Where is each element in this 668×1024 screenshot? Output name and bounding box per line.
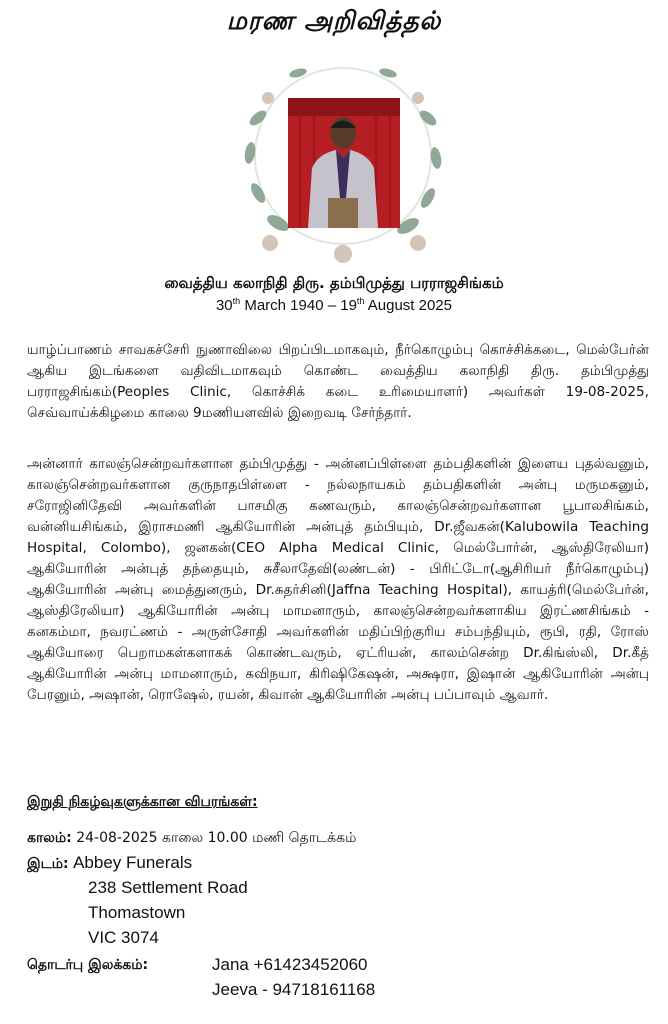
memorial-portrait-image (228, 58, 458, 268)
obituary-paragraph-2: அன்னார் காலஞ்சென்றவர்களான தம்பிமுத்து - அன்னப்பிள்ளை தம்பதிகளின் இளைய புதல்வனும், காலஞ்சென்றவர்களான குருநாதபிள்ளை - நல்லநாயகம் தம்பதிகளின் அன்பு மருமகனும், சரோஜினிதேவி அவர்களின் பாசமிகு கணவரும், காலஞ்சென்றவர்களான பூபாலசிங்கம், வன்னியசிங்கம், இராசமணி ஆகியோரின் அன்புத் தம்பியும், Dr.ஜீவகன்(Kalubowila Teaching Hospital, Colombo), ஜனகன்(CEO Alpha Medical Clinic, மெல்போர்ன், ஆஸ்திரேலியா) ஆகியோரின் அன்புத் தந்தையும், சுசீலாதேவி(லண்டன்) - பிரிட்டோ(ஆசிரியர் நீர்கொழும்பு) ஆகியோரின் அன்பு மைத்துனரும், Dr.சுதர்சினி(Jaffna Teaching Hospital), காயத்ரி(மெல்பேர்ன், ஆஸ்திரேலியா) ஆகியோரின் அன்பு மாமனாரும், காலஞ்சென்றவர்களாகிய இரட்ணசிங்கம் - கனகம்மா, நவரட்ணம் - அருள்சோதி அவர்களின் மதிப்பிற்குரிய சம்பந்தியும், ரூபி, ரதி, ரோஸ் ஆகியோரை பெறாமகள்களாகக் கொண்டவரும், ஏட்ரியன், காலம்சென்ற Dr.கிங்ஸ்லி, Dr.கீத் ஆகியோரின் அன்பு மாமனாரும், கவிநயா, கிரிஷிகேஷன், அக்ஷரா, இஷான் ஆகியோரின் அன்பு பேரனும், அஷான், ரொஷேல், ரயன், கிவான் ஆகியோரின் அன்பு பப்பாவும் ஆவார். (27, 456, 649, 703)
funeral-details-heading: இறுதி நிகழ்வுகளுக்கான விபரங்கள்: (27, 794, 258, 810)
contact-number-1: Jana +61423452060 (212, 955, 368, 974)
birth-day: 30 (215, 297, 233, 314)
address-line-3: VIC 3074 (88, 928, 159, 947)
death-rest: August 2025 (364, 297, 453, 314)
portrait-with-wreath (228, 58, 458, 268)
time-value: 24-08-2025 காலை 10.00 மணி தொடக்கம் (76, 830, 357, 846)
obituary-paragraph-1: யாழ்ப்பாணம் சாவகச்சேரி நுணாவிலை பிறப்பிடமாகவும், நீர்கொழும்பு கொச்சிக்கடை, மெல்பேர்ன் ஆகிய இடங்களை வதிவிடமாகவும் கொண்ட வைத்திய கலாநிதி திரு. தம்பிமுத்து பரராஜசிங்கம்(Peoples Clinic, கொச்சிக் கடை உரிமையாளர்) அவர்கள் 19-08-2025, செவ்வாய்க்கிழமை காலை 9மணியளவில் இறைவடி சேர்ந்தார். (27, 342, 649, 421)
birth-rest: March 1940 – (240, 297, 341, 314)
deceased-name: வைத்திய கலாநிதி திரு. தம்பிமுத்து பரராஜசிங்கம் (164, 274, 504, 292)
contact-label: தொடர்பு இலக்கம்: (27, 957, 149, 973)
place-name: Abbey Funerals (73, 853, 193, 872)
funeral-place-row (27, 853, 192, 874)
address-line-1: 238 Settlement Road (88, 878, 248, 897)
address-line-2: Thomastown (88, 903, 186, 922)
life-dates (0, 296, 668, 314)
death-suffix: th (356, 296, 365, 306)
death-day: 19 (340, 297, 357, 314)
birth-suffix: th (232, 296, 241, 306)
funeral-time-row (27, 830, 356, 848)
time-label: காலம்: (27, 830, 72, 846)
contact-number-2: Jeeva - 94718161168 (212, 980, 376, 999)
page-title: மரண அறிவித்தல் (226, 6, 442, 35)
contact-row (27, 957, 148, 975)
place-label: இடம்: (27, 856, 69, 872)
